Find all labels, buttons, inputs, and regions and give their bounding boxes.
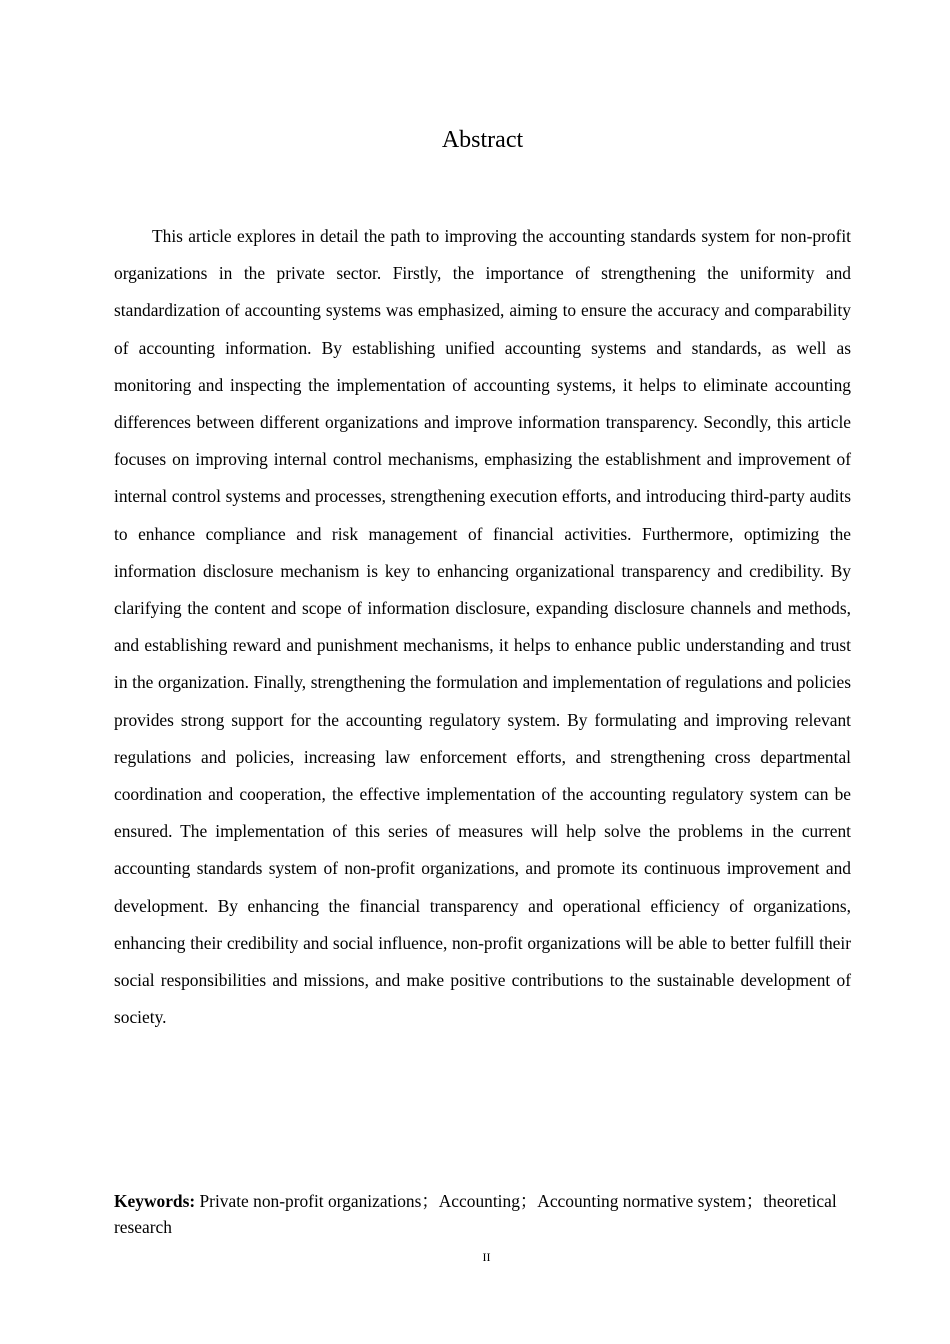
page-number: II	[482, 1250, 491, 1264]
keywords-text: Private non-profit organizations；Accounting；Accounting normative system；theoretical research	[114, 1191, 837, 1237]
keywords-line	[114, 1188, 851, 1240]
abstract-title: Abstract	[441, 127, 524, 153]
keywords-label: Keywords:	[114, 1191, 196, 1211]
abstract-body: This article explores in detail the path to improving the accounting standards system for non-profit organizations in the private sector. Firstly, the importance of strengthening the uniformity and standardization of accounting systems was emphasized, aiming to ensure the accuracy and comparability of accounting information. By establishing unified accounting systems and standards, as well as monitoring and inspecting the implementation of accounting systems, it helps to eliminate accounting differences between different organizations and improve information transparency. Secondly, this article focuses on improving internal control mechanisms, emphasizing the establishment and improvement of internal control systems and processes, strengthening execution efforts, and introducing third-party audits to enhance compliance and risk management of financial activities. Furthermore, optimizing the information disclosure mechanism is key to enhancing organizational transparency and credibility. By clarifying the content and scope of information disclosure, expanding disclosure channels and methods, and establishing reward and punishment mechanisms, it helps to enhance public understanding and trust in the organization. Finally, strengthening the formulation and implementation of regulations and policies provides strong support for the accounting regulatory system. By formulating and improving relevant regulations and policies, increasing law enforcement efforts, and strengthening cross departmental coordination and cooperation, the effective implementation of the accounting regulatory system can be ensured. The implementation of this series of measures will help solve the problems in the current accounting standards system of non-profit organizations, and promote its continuous improvement and development. By enhancing the financial transparency and operational efficiency of organizations, enhancing their credibility and social influence, non-profit organizations will be able to better fulfill their social responsibilities and missions, and make positive contributions to the sustainable development of society.	[114, 226, 851, 1028]
